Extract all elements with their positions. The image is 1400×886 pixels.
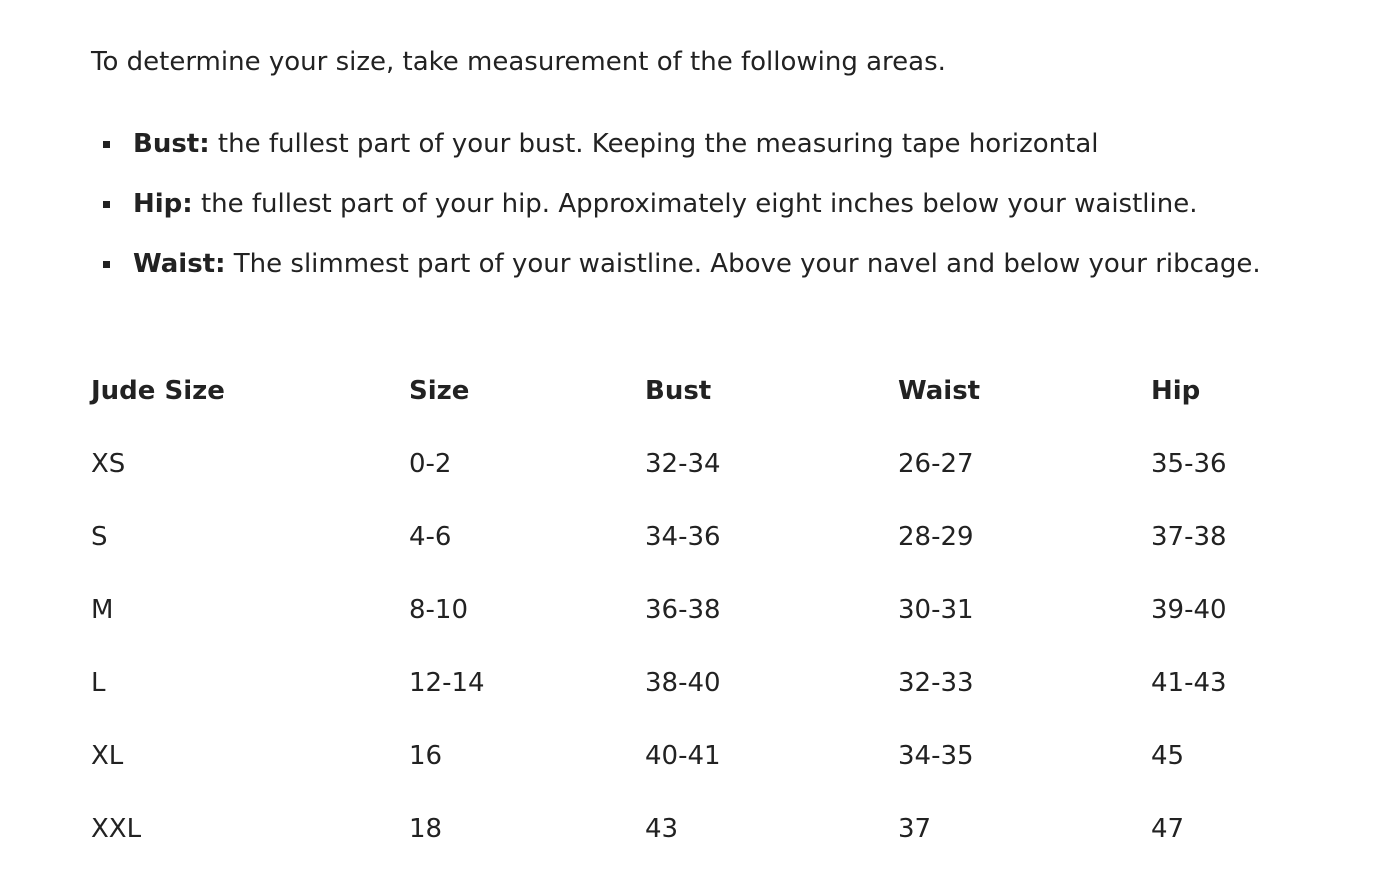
cell-jude-size: S bbox=[91, 521, 108, 552]
intro-text: To determine your size, take measurement of the following areas. bbox=[91, 47, 946, 77]
cell-hip: 37-38 bbox=[1151, 521, 1227, 552]
cell-hip: 47 bbox=[1151, 813, 1185, 844]
bust-description: the fullest part of your bust. Keeping the measuring tape horizontal bbox=[209, 129, 1099, 159]
table-row bbox=[91, 719, 1301, 792]
square-bullet-icon bbox=[103, 261, 110, 268]
cell-size: 8-10 bbox=[409, 594, 469, 625]
header-jude-size: Jude Size bbox=[91, 375, 225, 406]
hip-description: the fullest part of your hip. Approximately eight inches below your waistline. bbox=[192, 189, 1198, 219]
cell-waist: 32-33 bbox=[898, 667, 974, 698]
table-row bbox=[91, 500, 1301, 573]
square-bullet-icon bbox=[103, 201, 110, 208]
cell-hip: 39-40 bbox=[1151, 594, 1227, 625]
size-chart-table bbox=[91, 354, 1301, 865]
cell-waist: 37 bbox=[898, 813, 932, 844]
waist-term: Waist: bbox=[133, 249, 226, 279]
cell-hip: 45 bbox=[1151, 740, 1185, 771]
list-item-bust bbox=[91, 124, 1261, 184]
cell-waist: 30-31 bbox=[898, 594, 974, 625]
cell-bust: 34-36 bbox=[645, 521, 721, 552]
header-waist: Waist bbox=[898, 375, 981, 406]
cell-size: 16 bbox=[409, 740, 443, 771]
header-hip: Hip bbox=[1151, 375, 1201, 406]
measurement-list bbox=[91, 124, 1261, 304]
cell-bust: 43 bbox=[645, 813, 679, 844]
cell-bust: 32-34 bbox=[645, 448, 721, 479]
cell-jude-size: XS bbox=[91, 448, 126, 479]
table-row bbox=[91, 573, 1301, 646]
cell-size: 4-6 bbox=[409, 521, 452, 552]
waist-description: The slimmest part of your waistline. Above your navel and below your ribcage. bbox=[225, 249, 1261, 279]
square-bullet-icon bbox=[103, 141, 110, 148]
cell-hip: 35-36 bbox=[1151, 448, 1227, 479]
cell-jude-size: XXL bbox=[91, 813, 142, 844]
table-row bbox=[91, 792, 1301, 865]
table-row bbox=[91, 427, 1301, 500]
cell-jude-size: M bbox=[91, 594, 114, 625]
header-bust: Bust bbox=[645, 375, 712, 406]
table-row bbox=[91, 646, 1301, 719]
table-header-row bbox=[91, 354, 1301, 427]
header-size: Size bbox=[409, 375, 470, 406]
list-item-waist bbox=[91, 244, 1261, 304]
bust-term: Bust: bbox=[133, 129, 210, 159]
cell-jude-size: XL bbox=[91, 740, 124, 771]
cell-waist: 26-27 bbox=[898, 448, 974, 479]
cell-jude-size: L bbox=[91, 667, 106, 698]
cell-size: 12-14 bbox=[409, 667, 485, 698]
cell-waist: 34-35 bbox=[898, 740, 974, 771]
cell-size: 0-2 bbox=[409, 448, 452, 479]
cell-bust: 36-38 bbox=[645, 594, 721, 625]
cell-bust: 40-41 bbox=[645, 740, 721, 771]
cell-hip: 41-43 bbox=[1151, 667, 1227, 698]
cell-bust: 38-40 bbox=[645, 667, 721, 698]
list-item-hip bbox=[91, 184, 1261, 244]
hip-term: Hip: bbox=[133, 189, 193, 219]
cell-waist: 28-29 bbox=[898, 521, 974, 552]
cell-size: 18 bbox=[409, 813, 443, 844]
